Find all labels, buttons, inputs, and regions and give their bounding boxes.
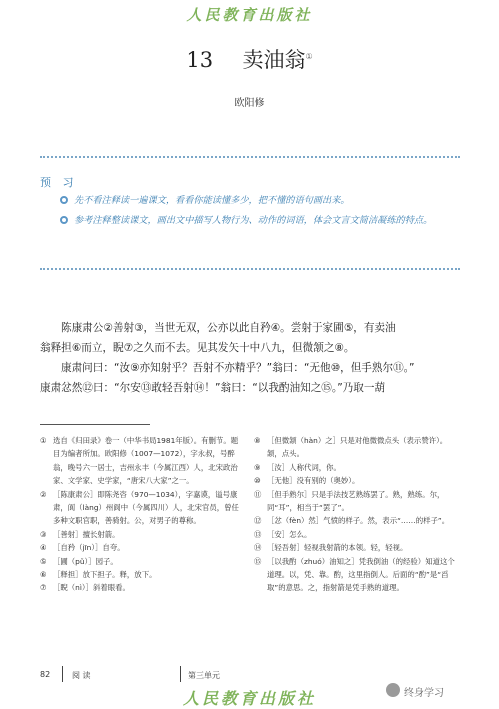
unit-label: 第三单元 — [188, 671, 220, 680]
footnote: ② ［陈康肃公］即陈尧咨（970—1034），字嘉谟，谥号康肃，阆（làng）州阆中（今属四川）人，北宋官员，曾任多种文职官职，善骑射。公，对男子的尊称。 — [40, 489, 239, 526]
main-text — [40, 318, 464, 398]
footnotes-left — [40, 434, 240, 595]
lesson-number: 13 — [186, 48, 214, 72]
preview-item: 参考注释整读课文，画出文中描写人物行为、动作的词语，体会文言文简洁凝练的特点。 — [40, 212, 464, 229]
section-label: 阅 读 — [72, 671, 91, 680]
watermark-text: 终身学习 — [404, 688, 444, 699]
footnote: ④ ［自矜（jīn）］自夸。 — [40, 543, 125, 553]
title-note-marker: ① — [305, 52, 313, 61]
footnote: ⑩ ［无他］没有别的（奥妙）。 — [254, 476, 360, 486]
footnote: ⑦ ［睨（nì）］斜着眼看。 — [40, 583, 130, 593]
footnotes-right — [254, 434, 460, 595]
text-line: 康肃问曰：“汝⑨亦知射乎？吾射不亦精乎？”翁曰：“无他⑩，但手熟尔⑪。” — [61, 362, 415, 374]
footnote: ⑭ ［轻吾射］轻视我射箭的本领。轻，轻视。 — [254, 543, 408, 553]
footnote: ⑫ ［忿（fèn）然］气愤的样子。然，表示“……的样子”。 — [254, 516, 450, 526]
footnote: ⑧ ［但微颔（hàn）之］只是对他微微点头（表示赞许）。颔，点头。 — [254, 436, 448, 459]
text-line: 康肃忿然⑫曰：“尔安⑬敢轻吾射⑭！”翁曰：“以我酌油知之⑮。”乃取一葫 — [40, 382, 386, 394]
footnote: ⑥ ［释担］放下担子。释，放下。 — [40, 570, 157, 580]
text-line: 翁释担⑥而立，睨⑦之久而不去。见其发矢十中八九，但微颔之⑧。 — [40, 342, 355, 354]
footnote-rule — [40, 424, 150, 425]
footnote: ⑮ ［以我酌（zhuó）油知之］凭我倒油（的经验）知道这个道理。以，凭、靠。酌，这里指倒人。后面的“酌”是“舀取”的意思。之，指射箭是凭手熟的道理。 — [254, 556, 455, 593]
author-name: 欧阳修 — [234, 98, 265, 109]
footnote: ⑤ ［圃（pǔ）］园子。 — [40, 556, 118, 566]
divider-top — [40, 156, 460, 158]
publisher-footer: 人民教育出版社 — [182, 689, 316, 708]
publisher-header: 人民教育出版社 — [186, 6, 313, 24]
lesson-title — [0, 44, 499, 74]
footnote: ⑨ ［汝］人称代词，你。 — [254, 462, 341, 472]
page-number: 82 — [40, 670, 51, 679]
footnote: ⑪ ［但手熟尔］只是手法技艺熟练罢了。熟，熟练。尔，同“耳”，相当于“罢了”。 — [254, 489, 445, 513]
bullet-icon — [60, 216, 68, 224]
preview-heading: 预 习 — [40, 176, 78, 189]
footnote: ③ ［善射］擅长射箭。 — [40, 529, 120, 539]
watermark-icon — [386, 683, 400, 697]
footer-divider — [180, 666, 181, 682]
preview-item: 先不看注释读一遍课文，看看你能读懂多少，把不懂的语句画出来。 — [40, 192, 464, 209]
lesson-title-text: 卖油翁 — [242, 48, 306, 72]
footnote: ⑬ ［安］怎么。 — [254, 529, 312, 539]
bullet-icon — [60, 196, 68, 204]
divider-bottom — [40, 268, 460, 270]
text-line: 陈康肃公②善射③，当世无双，公亦以此自矜④。尝射于家圃⑤，有卖油 — [61, 322, 396, 334]
footnote: ① 选自《归田录》卷一（中华书局1981年版）。有删节。题目为编者所加。欧阳修（1007—1072），字永叔，号醉翁，晚号六一居士，吉州永丰（今属江西）人，北宋政治家、文学家、史学家，“唐宋八大家”之一。 — [40, 436, 239, 486]
footer-divider — [62, 666, 63, 682]
